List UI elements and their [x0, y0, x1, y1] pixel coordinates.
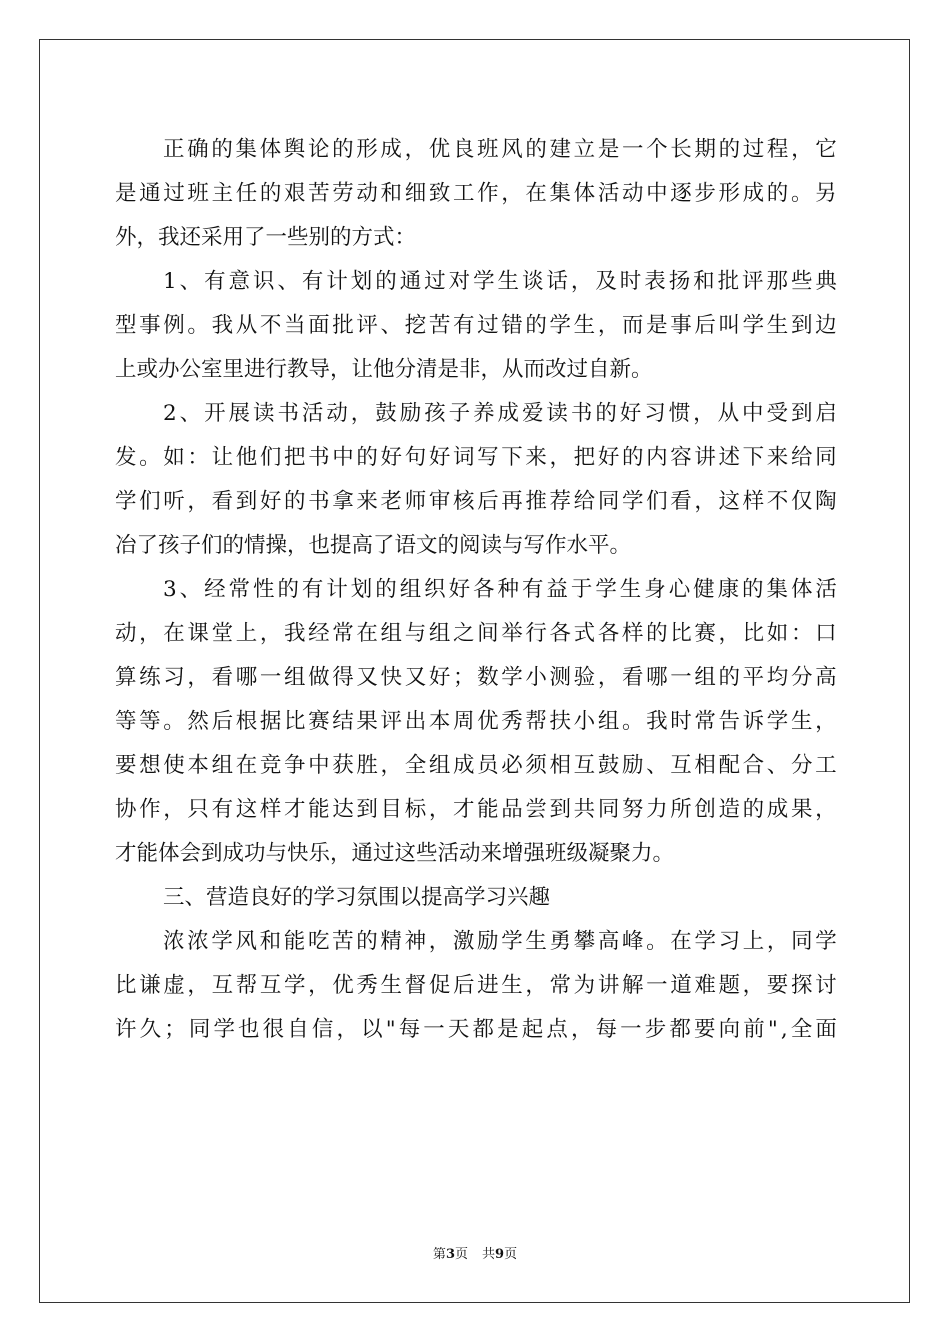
document-body	[115, 128, 837, 1052]
text-line	[115, 348, 837, 392]
text-line: 比 谦 虚 ， 互 帮 互 学 ， 优 秀 生 督 促 后 进 生 ， 常 为 讲 解 一 道 难 题 ， 要 探 讨	[115, 973, 837, 998]
paragraph	[115, 260, 837, 392]
text-line: 学 们 听 ， 看 到 好 的 书 拿 来 老 师 审 核 后 再 推 荐 给 同 学 们 看 ， 这 样 不 仅 陶	[115, 489, 837, 514]
total-pages: 9	[495, 1247, 505, 1262]
total-prefix: 共	[482, 1247, 496, 1262]
paragraph	[115, 920, 837, 1052]
text-line	[115, 832, 837, 876]
line-text: 冶了孩子们的情操，也提高了语文的阅读与写作水平。	[115, 533, 632, 558]
text-line: 许 久 ； 同 学 也 很 自 信 ， 以 " 每 一 天 都 是 起 点 ， 每 一 步 都 要 向 前 " , 全 面	[115, 1017, 837, 1042]
page-footer	[0, 1243, 950, 1262]
paragraph	[115, 392, 837, 568]
text-line: 动 ， 在 课 堂 上 ， 我 经 常 在 组 与 组 之 间 举 行 各 式 各 样 的 比 赛 ， 比 如 ： 口	[115, 621, 837, 646]
page-suffix: 页	[454, 1247, 468, 1262]
line-text: 三、营造良好的学习氛围以提高学习兴趣	[163, 885, 551, 910]
line-text: 才能体会到成功与快乐，通过这些活动来增强班级凝聚力。	[115, 841, 675, 866]
text-line: 正 确 的 集 体 舆 论 的 形 成 ， 优 良 班 风 的 建 立 是 一 个 长 期 的 过 程 ， 它	[163, 137, 837, 162]
line-text: 上或办公室里进行教导，让他分清是非，从而改过自新。	[115, 357, 653, 382]
text-line: 3 、 经 常 性 的 有 计 划 的 组 织 好 各 种 有 益 于 学 生 身 心 健 康 的 集 体 活	[163, 577, 837, 602]
text-line	[115, 876, 837, 920]
paragraph	[115, 568, 837, 876]
page-total	[482, 1247, 517, 1262]
section-heading	[115, 876, 837, 920]
page-number	[433, 1247, 468, 1262]
text-line: 型 事 例 。 我 从 不 当 面 批 评 、 挖 苦 有 过 错 的 学 生 ， 而 是 事 后 叫 学 生 到 边	[115, 313, 837, 338]
text-line: 发 。 如 ： 让 他 们 把 书 中 的 好 句 好 词 写 下 来 ， 把 好 的 内 容 讲 述 下 来 给 同	[115, 445, 837, 470]
line-text: 外，我还采用了一些别的方式：	[115, 225, 417, 250]
text-line: 协 作 ， 只 有 这 样 才 能 达 到 目 标 ， 才 能 品 尝 到 共 同 努 力 所 创 造 的 成 果 ，	[115, 797, 837, 822]
text-line: 算 练 习 ， 看 哪 一 组 做 得 又 快 又 好 ； 数 学 小 测 验 ， 看 哪 一 组 的 平 均 分 高	[115, 665, 837, 690]
text-line: 2 、 开 展 读 书 活 动 ， 鼓 励 孩 子 养 成 爱 读 书 的 好 习 惯 ， 从 中 受 到 启	[163, 401, 837, 426]
text-line: 是 通 过 班 主 任 的 艰 苦 劳 动 和 细 致 工 作 ， 在 集 体 活 动 中 逐 步 形 成 的 。 另	[115, 181, 837, 206]
text-line	[115, 524, 837, 568]
current-page: 3	[445, 1247, 455, 1262]
text-line: 要 想 使 本 组 在 竞 争 中 获 胜 ， 全 组 成 员 必 须 相 互 鼓 励 、 互 相 配 合 、 分 工	[115, 753, 837, 778]
page-prefix: 第	[432, 1247, 446, 1262]
text-line: 等 等 。 然 后 根 据 比 赛 结 果 评 出 本 周 优 秀 帮 扶 小 组 。 我 时 常 告 诉 学 生 ，	[115, 709, 837, 734]
paragraph	[115, 128, 837, 260]
text-line: 1 、 有 意 识 、 有 计 划 的 通 过 对 学 生 谈 话 ， 及 时 表 扬 和 批 评 那 些 典	[163, 269, 837, 294]
total-suffix: 页	[504, 1247, 518, 1262]
text-line: 浓 浓 学 风 和 能 吃 苦 的 精 神 ， 激 励 学 生 勇 攀 高 峰 。 在 学 习 上 ， 同 学	[163, 929, 837, 954]
text-line	[115, 216, 837, 260]
